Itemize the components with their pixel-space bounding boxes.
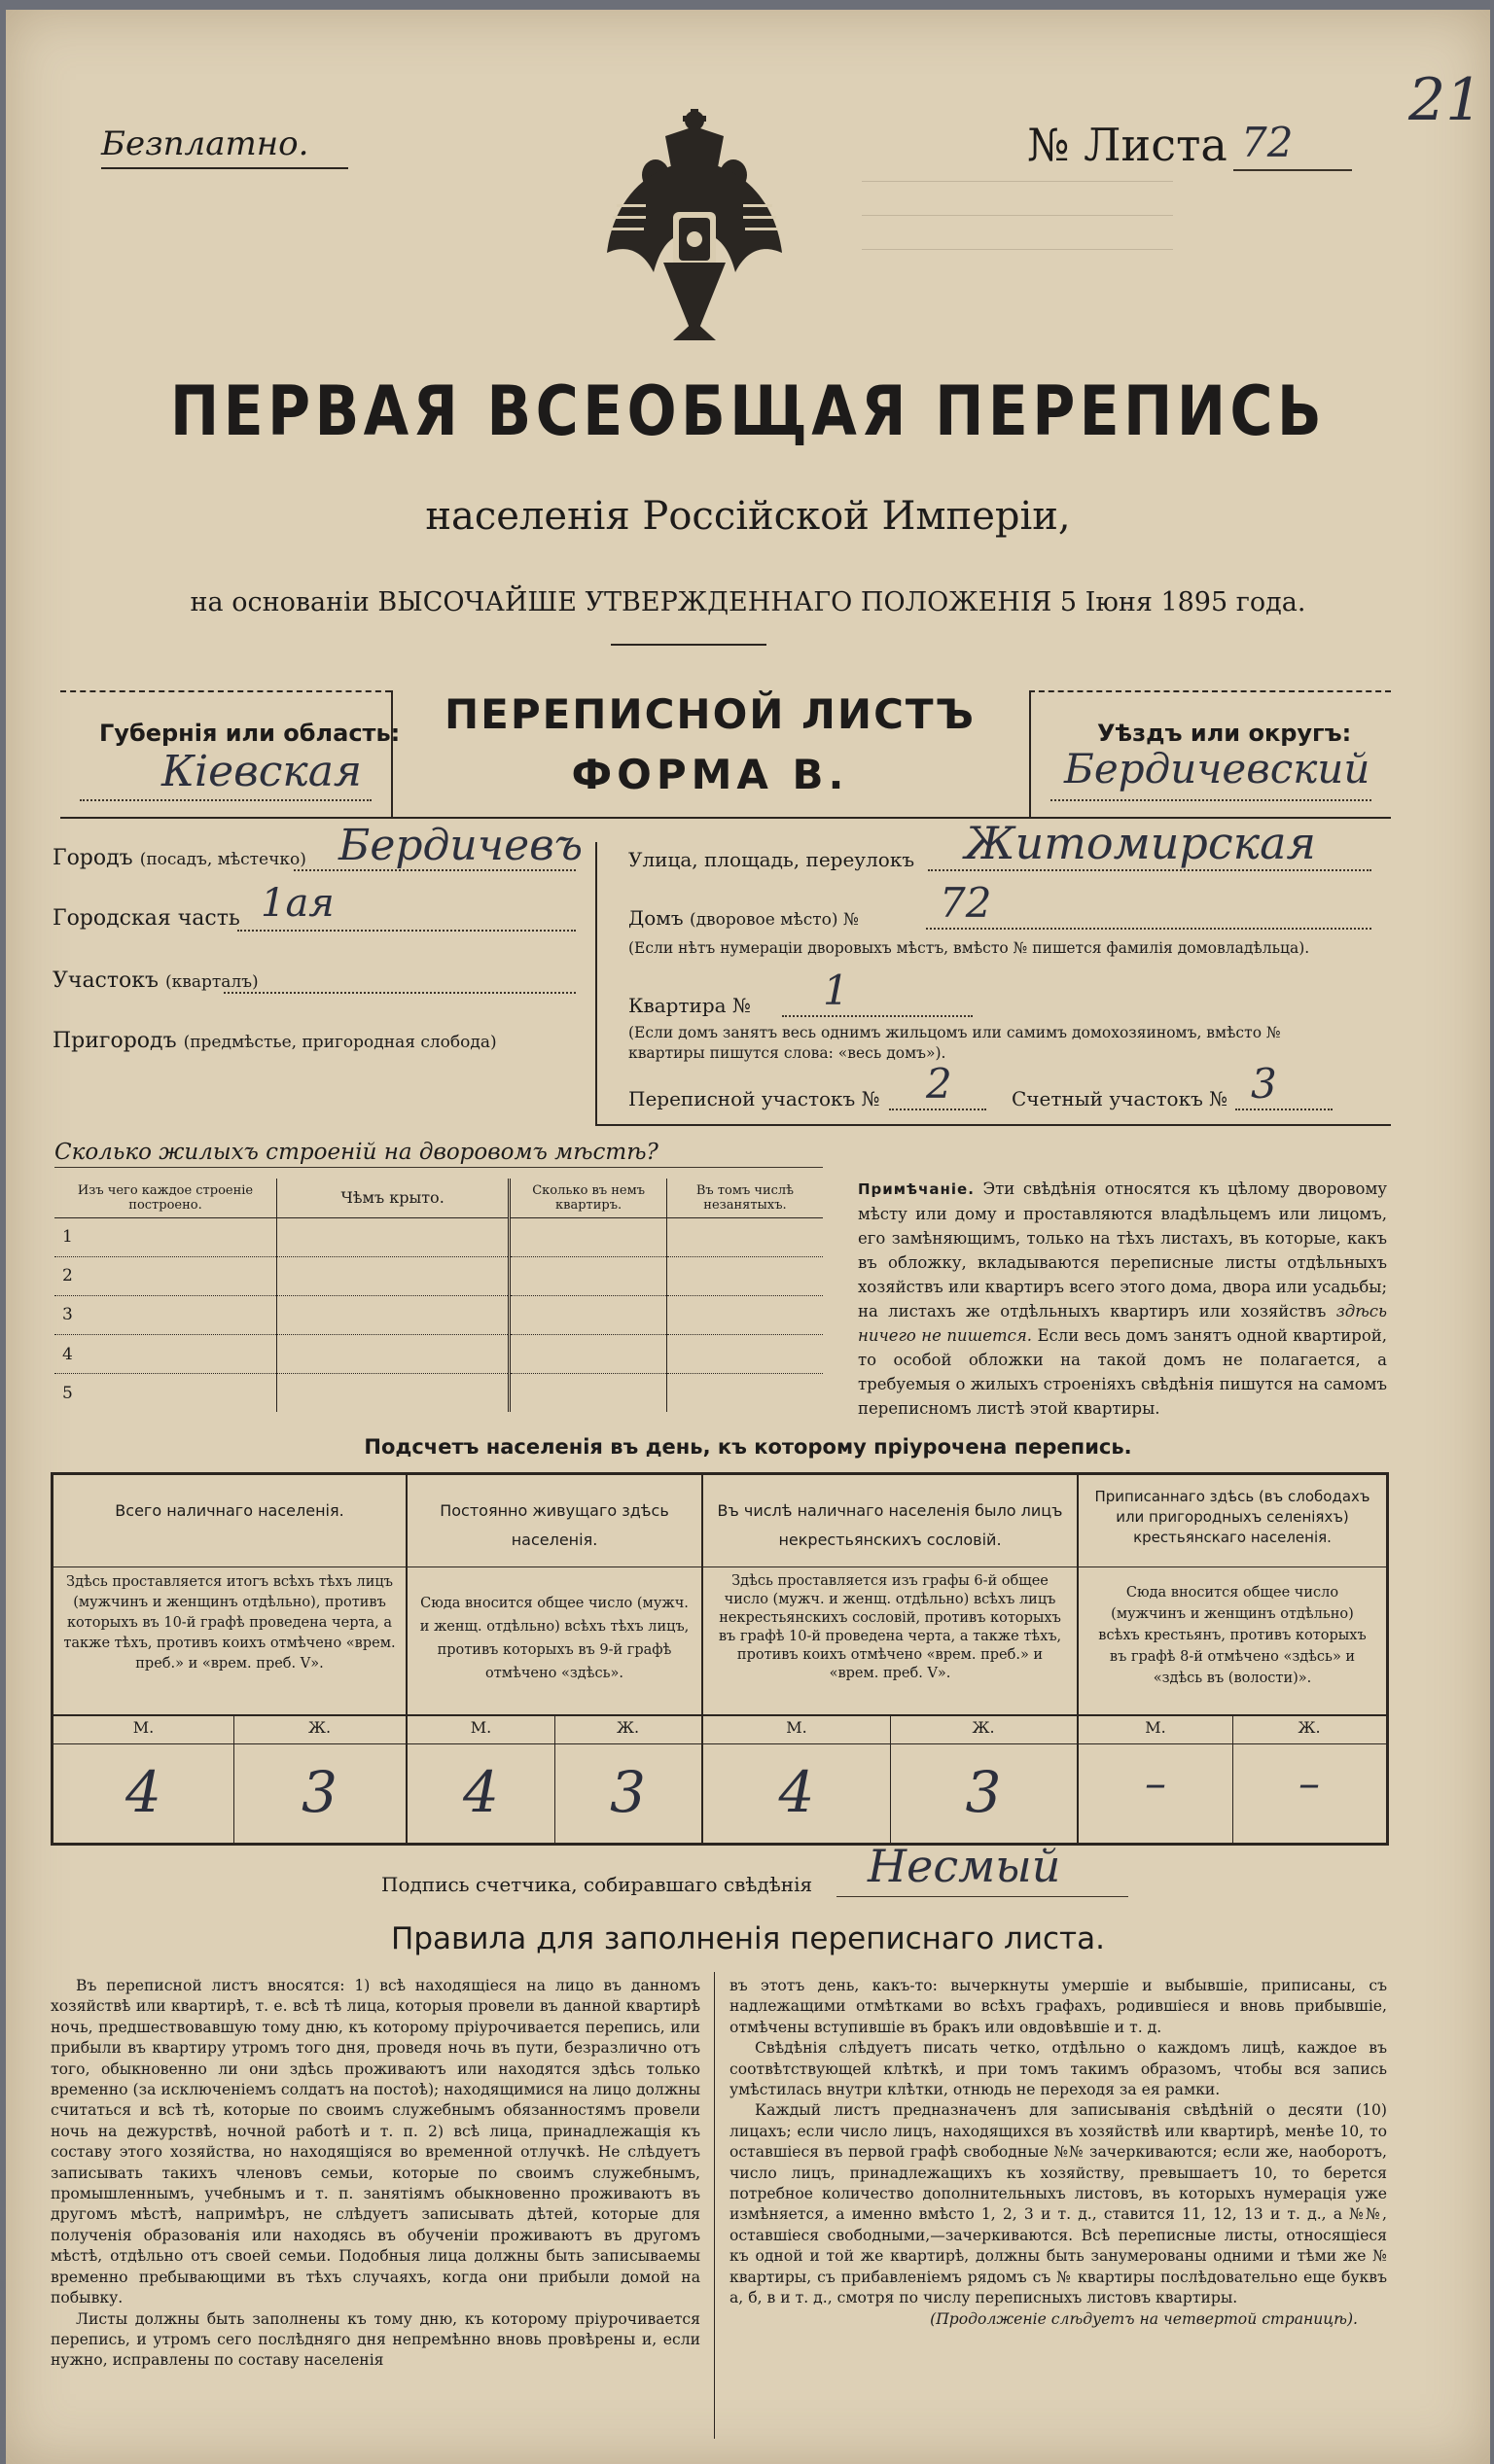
count-plot-value: 3 [1251,1060,1277,1108]
suburb-label: Пригородъ (предмѣстье, пригородная слобода) [53,1029,497,1053]
permanent-male-value: 4 [463,1759,499,1825]
count-col-present: Всего наличнаго населенія. Здѣсь проставляется итогъ всѣхъ тѣхъ лицъ (мужчинъ и женщинъ отдѣльно), противъ которыхъ въ 10-й графѣ проведена черта, а также тѣхъ, противъ коихъ отмѣчено «врем. преб.» и «врем. преб. V». [53,1475,408,1843]
table-row: 1 [54,1217,823,1256]
count-col-permanent: Постоянно живущаго здѣсь населенія. Сюда вносится общее число (мужч. и женщ. отдѣльно) всѣхъ тѣхъ лицъ, противъ которыхъ въ 9-й графѣ отмѣчено «здѣсь». [408,1475,703,1843]
apartment-note: (Если домъ занятъ весь однимъ жильцомъ или самимъ домохозяиномъ, вмѣсто № квартиры пишутся слова: «весь домъ»). [628,1024,1281,1062]
present-female-value: 3 [302,1759,338,1825]
peasant-female-value: – [1298,1759,1320,1809]
table-row: 4 [54,1335,823,1374]
count-col-peasant: Приписаннаго здѣсь (въ слободахъ или пригородныхъ селеніяхъ) крестьянскаго населенія. Сюда вносится общее число (мужчинъ и женщинъ отдѣльно) всѣхъ крестьянъ, противъ которыхъ въ графѣ 8-й отмѣчено «здѣсь» и «здѣсь въ (волости)». [1079,1475,1386,1843]
sheet-number-value: 72 [1241,119,1294,166]
signature-value: Несмый [868,1840,1061,1892]
page-subtitle: населенія Россійской Имперіи, [425,494,1071,539]
non-peasant-female-value: 3 [965,1759,1002,1825]
present-male-value: 4 [125,1759,161,1825]
buildings-question: Сколько жилыхъ строеній на дворовомъ мѣстѣ? [54,1140,658,1165]
city-value: Бердичевъ [338,821,584,870]
census-plot-label: Переписной участокъ № [628,1087,880,1110]
buildings-table: Изъ чего каждое строеніе построено. Чѣмъ крыто. Сколько въ немъ квартиръ. Въ томъ числѣ незанятыхъ. 1 2 3 4 5 [54,1179,823,1412]
house-value: 72 [940,879,992,927]
bleed-through-text [862,165,1173,360]
count-col-non-peasant: Въ числѣ наличнаго населенія было лицъ некрестьянскихъ сословій. Здѣсь проставляется изъ графы 6-й общее число (мужч. и женщ. отдѣльно) всѣхъ лицъ некрестьянскихъ сословій, противъ которыхъ въ графѣ 10-й проведена черта, а также тѣхъ, противъ коихъ отмѣчено «врем. преб.» и «врем. преб. V». [703,1475,1079,1843]
count-plot-label: Счетный участокъ № [1012,1087,1228,1110]
sheet-number-label: № Листа [1027,119,1227,171]
table-row: 5 [54,1374,823,1412]
city-part-value: 1ая [261,881,335,926]
free-of-charge-label: Безплатно. [101,124,309,163]
street-value: Житомирская [965,817,1316,869]
form-title: ФОРМА В. [571,751,849,798]
count-table: Всего наличнаго населенія. Здѣсь проставляется итогъ всѣхъ тѣхъ лицъ (мужчинъ и женщинъ отдѣльно), противъ которыхъ въ 10-й графѣ проведена черта, а также тѣхъ, противъ коихъ отмѣчено «врем. преб.» и «врем. преб. V». Постоянно живущаго здѣсь населенія. Сюда вносится общее число (мужч. и женщ. отдѣльно) всѣхъ тѣхъ лицъ, противъ которыхъ въ 9-й графѣ отмѣчено «здѣсь». Въ числѣ наличнаго населенія было лицъ некрестьянскихъ сословій. Здѣсь проставляется изъ графы 6-й общее число (мужч. и женщ. отдѣльно) всѣхъ лицъ некрестьянскихъ сословій, противъ которыхъ въ графѣ 10-й проведена черта, а также тѣхъ, противъ коихъ отмѣчено «врем. преб.» и «врем. преб. V». Приписаннаго здѣсь (въ слободахъ или пригородныхъ селеніяхъ) крестьянскаго населенія. Сюда вносится общее число (мужчинъ и женщинъ отдѣльно) всѣхъ крестьянъ, противъ которыхъ въ графѣ 8-й отмѣчено «здѣсь» и «здѣсь въ (волости)». М. Ж. М. Ж. М. Ж. М. Ж. 4 3 4 3 4 3 – – [51,1472,1389,1846]
page-title: ПЕРВАЯ ВСЕОБЩАЯ ПЕРЕПИСЬ [169,371,1327,451]
house-label: Домъ (дворовое мѣсто) № [628,906,860,930]
street-label: Улица, площадь, переулокъ [628,848,915,871]
legal-basis: на основаніи ВЫСОЧАЙШЕ УТВЕРЖДЕННАГО ПОЛОЖЕНІЯ 5 Іюня 1895 года. [190,587,1306,617]
city-part-label: Городская часть [53,906,240,931]
non-peasant-male-value: 4 [778,1759,815,1825]
sheet-title: ПЕРЕПИСНОЙ ЛИСТЪ [444,690,977,738]
house-note: (Если нѣтъ нумераціи дворовыхъ мѣстъ, вмѣсто № пишется фамилія домовладѣльца). [628,939,1310,957]
uezd-label: Уѣздъ или округъ: [1097,720,1352,747]
guberniya-label: Губернія или область: [99,720,401,747]
rules-title: Правила для заполненія переписнаго листа. [391,1921,1105,1956]
imperial-eagle-icon [605,107,784,350]
permanent-female-value: 3 [610,1759,646,1825]
table-row: 2 [54,1256,823,1295]
peasant-male-value: – [1145,1759,1166,1809]
apartment-value: 1 [823,967,849,1014]
uezd-value: Бердичевский [1064,745,1370,792]
table-row: 3 [54,1295,823,1334]
census-sheet [6,10,1490,2464]
corner-page-number: 21 [1408,66,1483,134]
count-title: Подсчетъ населенія въ день, къ которому пріурочена перепись. [364,1435,1132,1459]
rules-column-left: Въ переписной листъ вносятся: 1) всѣ находящіеся на лицо въ данномъ хозяйствѣ или квартирѣ, т. е. всѣ тѣ лица, которыя провели въ данной квартирѣ ночь, предшествовавшую тому дню, къ которому пріурочивается перепись, или прибыли въ квартиру утромъ того дня, проведя ночь въ пути, безразлично отъ того, обыкновенно ли они здѣсь проживаютъ или находятся здѣсь только временно (за исключеніемъ солдатъ на постоѣ); находящимися на лицо должны считаться и всѣ тѣ, которые по своимъ служебнымъ обязанностямъ провели ночь на дежурствѣ, ночной работѣ и т. п. 2) всѣ лица, принадлежащія къ составу этого хозяйства, но находящіяся во временной отлучкѣ. Не слѣдуетъ записывать такихъ членовъ семьи, которые по своимъ служебнымъ, промышленнымъ, учебнымъ и т. п. занятіямъ обыкновенно проживаютъ въ другомъ мѣстѣ, напримѣръ, не слѣдуетъ записывать дѣтей, которые для полученія образованія или находясь въ обученіи проживаютъ въ другомъ мѣстѣ, отдѣльно отъ своей семьи. Подобныя лица должны быть записываемы временно пребывающими въ тѣхъ случаяхъ, когда они прибыли домой на побывку. Листы должны быть заполнены къ тому дню, къ которому пріурочивается перепись, и утромъ сего послѣдняго дня непремѣнно вновь провѣрены и, если нужно, исправлены по составу населенія [51,1977,700,2370]
census-plot-value: 2 [926,1060,952,1108]
guberniya-value: Кiевская [161,747,363,796]
rules-column-right: въ этотъ день, какъ-то: вычеркнуты умершіе и выбывшіе, приписаны, съ надлежащими отмѣтками во всѣхъ графахъ, родившіеся и вновь прибывшіе, отмѣчены вступившіе въ бракъ или овдовѣвшіе и т. д. Свѣдѣнія слѣдуетъ писать четко, отдѣльно о каждомъ лицѣ, каждое въ соотвѣтствующей клѣткѣ, и при томъ такимъ образомъ, чтобы вся запись умѣстилась внутри клѣтки, отнюдь не переходя за ея рамки. Каждый листъ предназначенъ для записыванія свѣдѣній о десяти (10) лицахъ; если число лицъ, находящихся въ хозяйствѣ или квартирѣ, менѣе 10, то оставшіеся въ первой графѣ свободные №№ зачеркиваются; если же, наоборотъ, число лицъ, принадлежащихъ къ хозяйству, превышаетъ 10, то берется потребное количество дополнительныхъ листовъ, въ которыхъ нумерація уже измѣняется, а именно вмѣсто 1, 2, 3 и т. д., ставится 11, 12, 13 и т. д., а №№, оставшіеся свободными,—зачеркиваются. Всѣ переписные листы, относящіеся къ одной и той же квартирѣ, должны быть занумерованы одними и тѣми же № квартиры, съ прибавленіемъ рядомъ съ № квартиры послѣдовательно еще буквъ а, б, в и т. д., смотря по числу переписныхъ листовъ квартиры. (Продолженіе слѣдуетъ на четвертой страницѣ). [729,1977,1387,2328]
note-block: Примѣчаніе. Эти свѣдѣнія относятся къ цѣлому дворовому мѣсту или дому и проставляются владѣльцемъ или лицомъ, его замѣняющимъ, только на тѣхъ листахъ, въ которые, какъ въ обложку, вкладываются переписные листы отдѣльныхъ хозяйствъ или квартиръ всего этого дома, двора или усадьбы; на листахъ же отдѣльныхъ квартиръ или хозяйствъ здѣсь ничего не пишется. Если весь домъ занятъ одной квартирой, то особой обложки на такой домъ не полагается, а требуемыя о жилыхъ строеніяхъ свѣдѣнія пишутся на самомъ переписномъ листѣ этой квартиры. [858,1179,1388,1418]
signature-label: Подпись счетчика, собиравшаго свѣдѣнія [381,1873,813,1896]
apartment-label: Квартира № [628,994,751,1017]
quarter-label: Участокъ (кварталъ) [53,968,259,993]
city-label: Городъ (посадъ, мѣстечко) [53,846,306,870]
